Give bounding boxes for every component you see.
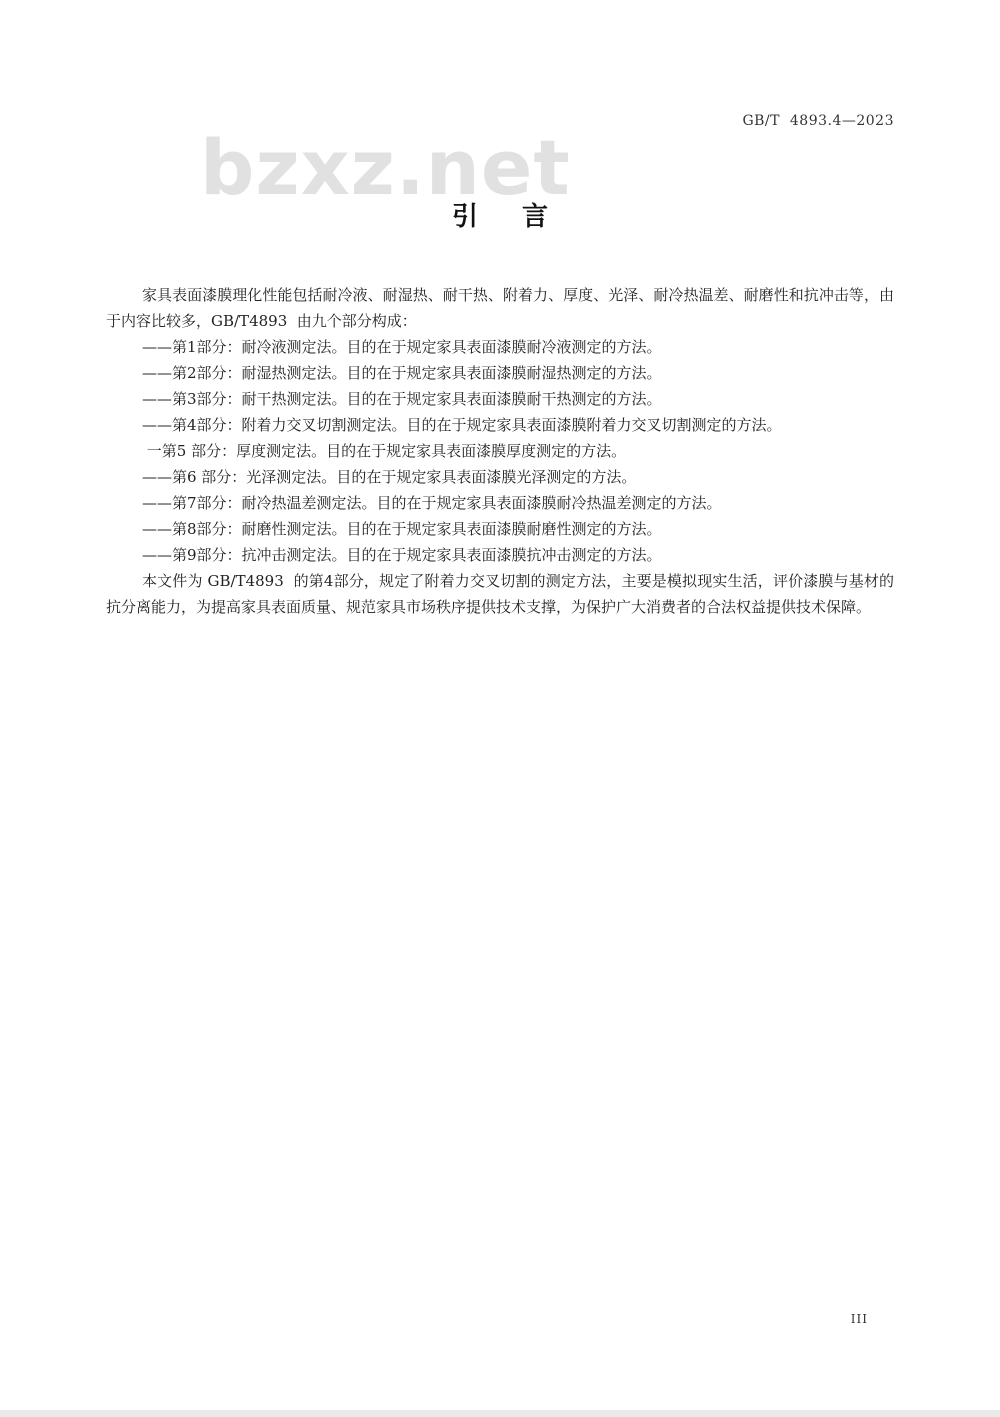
list-item-part-9: ——第9部分：抗冲击测定法。目的在于规定家具表面漆膜抗冲击测定的方法。 (142, 546, 662, 564)
list-item-part-5: 一第5 部分：厚度测定法。目的在于规定家具表面漆膜厚度测定的方法。 (142, 442, 627, 460)
parts-list (106, 334, 894, 568)
list-item-part-3: ——第3部分：耐干热测定法。目的在于规定家具表面漆膜耐干热测定的方法。 (142, 390, 662, 408)
watermark: bzxz.net (200, 123, 571, 212)
page-bottom-edge (0, 1410, 1000, 1417)
intro-paragraph: 家具表面漆膜理化性能包括耐冷液、耐湿热、耐干热、附着力、厚度、光泽、耐冷热温差、耐磨性和抗冲击等，由于内容比较多，GB/T4893 由九个部分构成： (106, 286, 894, 330)
list-item-part-7: ——第7部分：耐冷热温差测定法。目的在于规定家具表面漆膜耐冷热温差测定的方法。 (142, 494, 722, 512)
list-item-part-8: ——第8部分：耐磨性测定法。目的在于规定家具表面漆膜耐磨性测定的方法。 (142, 520, 662, 538)
closing-paragraph: 本文件为 GB/T4893 的第4部分，规定了附着力交叉切割的测定方法，主要是模拟现实生活，评价漆膜与基材的抗分离能力，为提高家具表面质量、规范家具市场秩序提供技术支撑，为保护广大消费者的合法权益提供技术保障。 (106, 572, 894, 616)
list-item-part-4: ——第4部分：附着力交叉切割测定法。目的在于规定家具表面漆膜附着力交叉切割测定的方法。 (142, 416, 782, 434)
list-item-part-6: ——第6 部分：光泽测定法。目的在于规定家具表面漆膜光泽测定的方法。 (142, 468, 637, 486)
list-item-part-1: ——第1部分：耐冷液测定法。目的在于规定家具表面漆膜耐冷液测定的方法。 (142, 338, 662, 356)
body-content (106, 282, 894, 620)
list-item-part-2: ——第2部分：耐湿热测定法。目的在于规定家具表面漆膜耐湿热测定的方法。 (142, 364, 662, 382)
standard-code: GB/T 4893.4—2023 (742, 113, 894, 129)
page-title: 引言 (451, 202, 592, 232)
page-number: III (850, 1312, 868, 1326)
